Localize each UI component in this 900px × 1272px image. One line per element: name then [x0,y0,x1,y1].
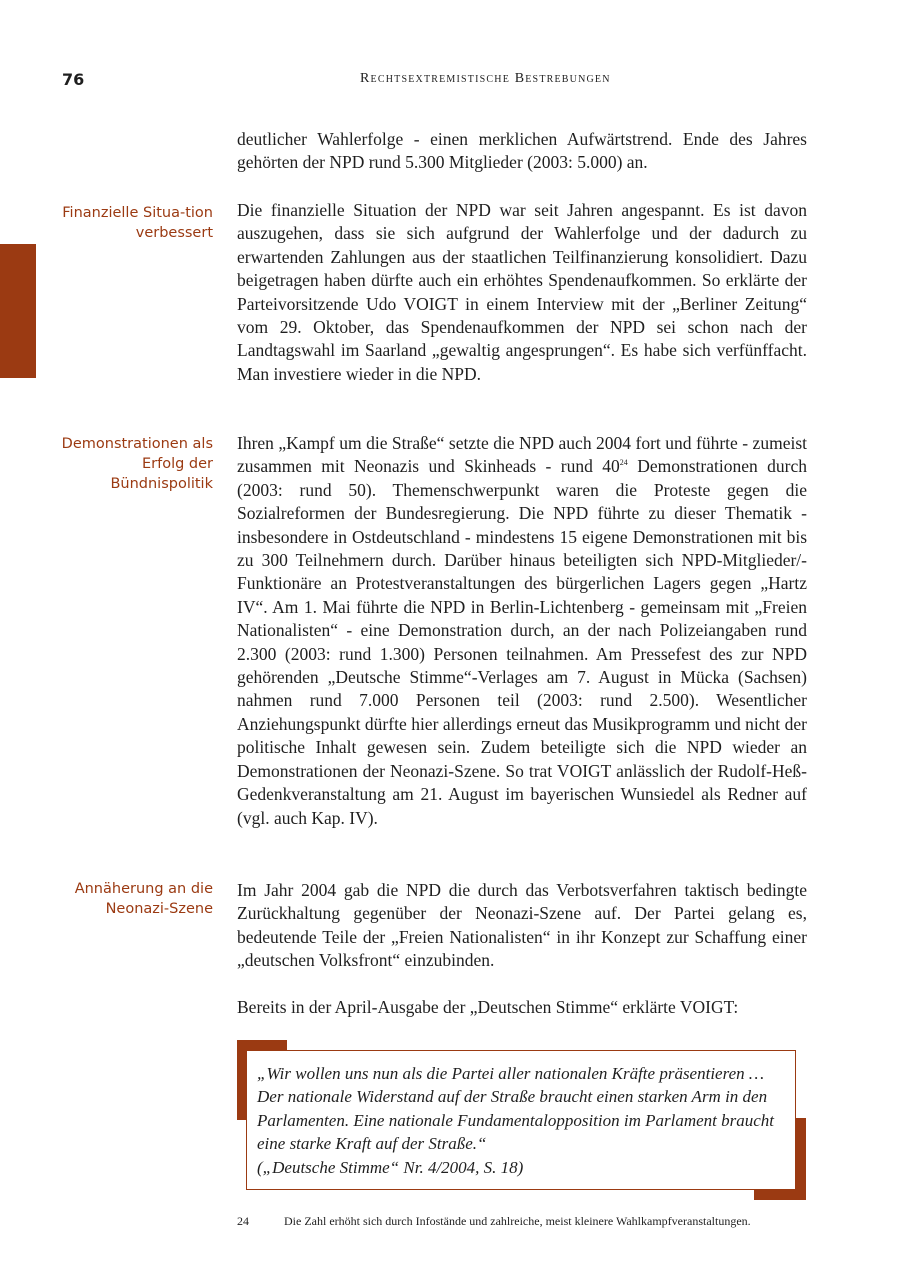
footnote-reference: 24 [619,458,628,468]
running-head: Rechtsextremistische Bestrebungen [360,71,611,86]
paragraph-demonstrations-part1: Ihren „Kampf um die Straße“ setzte die NPD auch 2004 fort und führte - zumeist zusammen mit Neonazis und Skinheads - rund 40 [237,433,807,477]
page-number: 76 [62,70,85,89]
sidenote-neonazi-rapprochement: Annäherung an die Neonazi-Szene [74,881,213,917]
quote-text: „Wir wollen uns nun als die Partei aller nationalen Kräfte präsentieren … Der nationale Widerstand auf der Straße braucht einen starken Arm in den Parlamenten. Eine nationale Fundamentalopposition im Parlament braucht eine starke Kraft auf der Straße.“ [257,1064,775,1154]
sidenote-demonstrations: Demonstrationen als Erfolg der Bündnispolitik [61,436,213,492]
quote-source: („Deutsche Stimme“ Nr. 4/2004, S. 18) [257,1157,524,1177]
paragraph-financial-situation: Die finanzielle Situation der NPD war seit Jahren angespannt. Es ist davon auszugehen, dass sie sich aufgrund der Wahlerfolge und der dadurch zu erwartenden Zahlungen aus der staatlichen Teilfinanzierung konsolidiert. Dazu beigetragen haben dürfte auch ein erhöhtes Spendenaufkommen. So erklärte der Parteivorsitzende Udo VOIGT in einem Interview mit der „Berliner Zeitung“ vom 29. Oktober, das Spendenaufkommen der NPD sei schon nach der Landtagswahl im Saarland „gewaltig angesprungen“. Es habe sich verfünffacht. Man investiere wieder in die NPD. [237,200,807,384]
quote-box [246,1050,796,1190]
paragraph-demonstrations [237,432,807,830]
paragraph-quote-intro: Bereits in der April-Ausgabe der „Deutschen Stimme“ erklärte VOIGT: [237,997,739,1017]
chapter-tab-marker [0,244,36,378]
paragraph-demonstrations-part2: Demonstrationen durch (2003: rund 50). Themenschwerpunkt waren die Proteste gegen die Sozialreformen der Bundesregierung. Die NPD führte zu dieser Thematik - insbesondere in Ostdeutschland - mindestens 15 eigene Demonstrationen mit bis zu 300 Teilnehmern durch. Darüber hinaus beteiligten sich NPD-Mitglieder/-Funktionäre an Protestveranstaltungen des bürgerlichen Lagers gegen „Hartz IV“. Am 1. Mai führte die NPD in Berlin-Lichtenberg - gemeinsam mit „Freien Nationalisten“ - eine Demonstration durch, an der nach Polizeiangaben rund 2.300 (2003: rund 1.300) Personen teilnahmen. Am Pressefest des zur NPD gehörenden „Deutsche Stimme“-Verlages am 7. August in Mücka (Sachsen) nahmen rund 7.000 Personen teil (2003: rund 2.500). Wesentlicher Anziehungspunkt dürfte hier allerdings erneut das Musikprogramm und nicht der politische Inhalt gewesen sein. Zudem beteiligte sich die NPD wieder an Demonstrationen der Neonazi-Szene. So trat VOIGT anlässlich der Rudolf-Heß-Gedenkveranstaltung am 21. August im bayerischen Wunsiedel als Redner auf (vgl. auch Kap. IV). [237,456,807,828]
sidenote-financial-situation: Finanzielle Situa-tion verbessert [62,205,213,241]
footnote-text: Die Zahl erhöht sich durch Infostände und zahlreiche, meist kleinere Wahlkampfveranstaltungen. [284,1214,751,1228]
paragraph-neonazi-rapprochement: Im Jahr 2004 gab die NPD die durch das Verbotsverfahren taktisch bedingte Zurückhaltung gegenüber der Neonazi-Szene auf. Der Partei gelang es, bedeutende Teile der „Freien Nationalisten“ in ihr Konzept zur Schaffung einer „deutschen Volksfront“ einzubinden. [237,880,807,971]
footnote-number: 24 [237,1214,249,1228]
paragraph-membership: deutlicher Wahlerfolge - einen merklichen Aufwärtstrend. Ende des Jahres gehörten der NPD rund 5.300 Mitglieder (2003: 5.000) an. [237,129,807,173]
